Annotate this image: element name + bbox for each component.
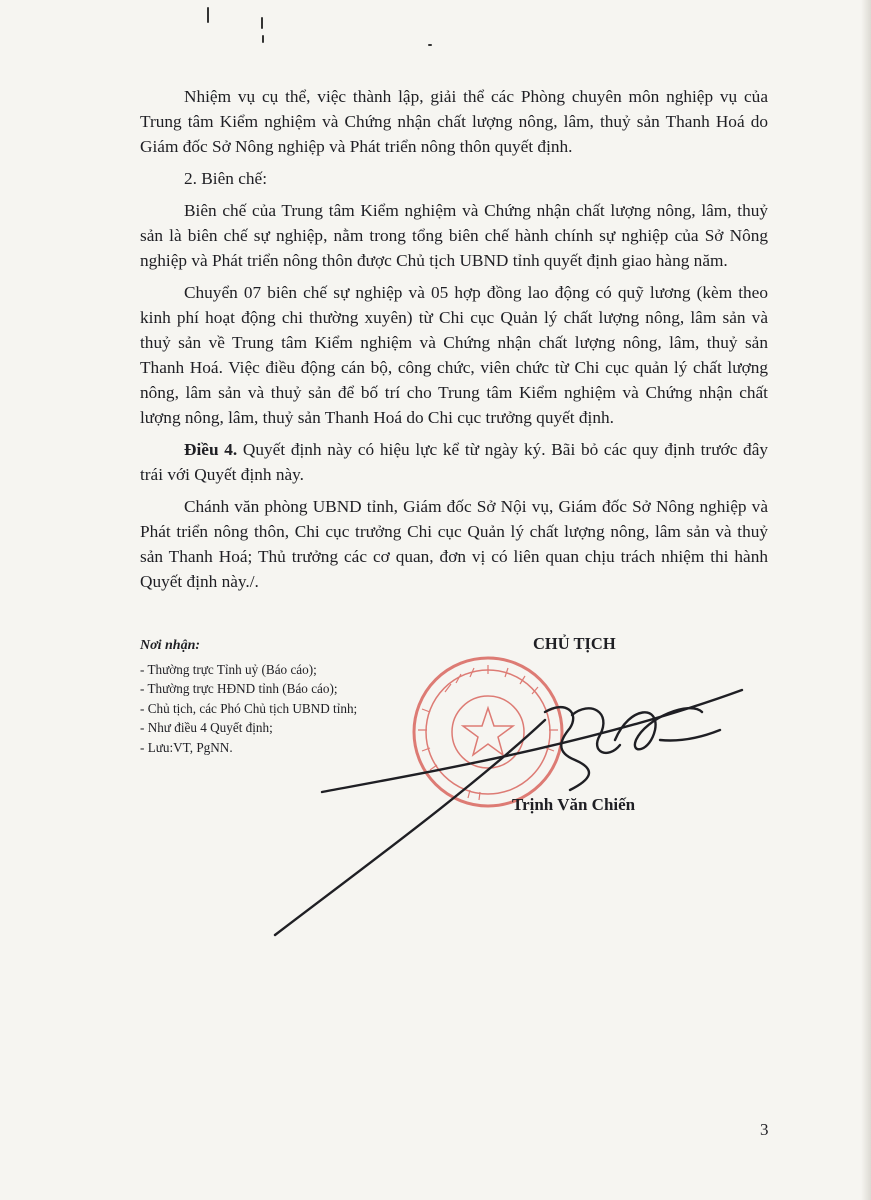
paragraph-staffing: Biên chế của Trung tâm Kiểm nghiệm và Chứng nhận chất lượng nông, lâm, thuỷ sản là biên chế sự nghiệp, nằm trong tổng biên chế hành chính sự nghiệp của Sở Nông nghiệp và Phát triển nông thôn được Chủ tịch UBND tỉnh quyết định giao hàng năm.	[140, 201, 768, 270]
paragraph-tasks: Nhiệm vụ cụ thể, việc thành lập, giải thể các Phòng chuyên môn nghiệp vụ của Trung tâm Kiểm nghiệm và Chứng nhận chất lượng nông, lâm, thuỷ sản Thanh Hoá do Giám đốc Sở Nông nghiệp và Phát triển nông thôn quyết định.	[140, 87, 768, 156]
recipient-item: - Lưu:VT, PgNN.	[140, 739, 233, 755]
paper-marks	[208, 8, 431, 45]
recipient-item: - Chủ tịch, các Phó Chủ tịch UBND tỉnh;	[140, 700, 358, 716]
section-staffing-heading: 2. Biên chế:	[184, 169, 268, 188]
article-4-text: Quyết định này có hiệu lực kể từ ngày ký. Bãi bỏ các quy định trước đây trái với Quyết định này.	[140, 440, 769, 484]
paragraph-transfer: Chuyển 07 biên chế sự nghiệp và 05 hợp đồng lao động có quỹ lương (kèm theo kinh phí hoạt động chi thường xuyên) từ Chi cục Quản lý chất lượng nông, lâm sản và thuỷ sản về Trung tâm Kiểm nghiệm và Chứng nhận chất lượng nông, lâm, thuỷ sản Thanh Hoá. Việc điều động cán bộ, công chức, viên chức từ Chi cục quản lý chất lượng nông, lâm sản và thuỷ sản để bố trí cho Trung tâm Kiểm nghiệm và Chứng nhận chất lượng nông, lâm, thuỷ sản Thanh Hoá do Chi cục trưởng quyết định.	[140, 283, 768, 427]
recipient-item: - Như điều 4 Quyết định;	[140, 720, 273, 735]
page-number: 3	[760, 1120, 769, 1139]
recipients-title: Nơi nhận:	[140, 638, 201, 653]
signer-name: Trịnh Văn Chiến	[512, 795, 636, 814]
signer-title: CHỦ TỊCH	[533, 634, 616, 653]
official-seal-icon	[414, 658, 562, 806]
article-4-label: Điều 4.	[184, 440, 238, 459]
paragraph-closing: Chánh văn phòng UBND tỉnh, Giám đốc Sở Nội vụ, Giám đốc Sở Nông nghiệp và Phát triển nông thôn, Chi cục trưởng Chi cục Quản lý chất lượng nông, lâm sản và thuỷ sản Thanh Hoá; Thủ trưởng các cơ quan, đơn vị có liên quan chịu trách nhiệm thi hành Quyết định này./.	[140, 497, 768, 591]
recipient-item: - Thường trực HĐND tỉnh (Báo cáo);	[140, 681, 338, 696]
recipient-item: - Thường trực Tỉnh uỷ (Báo cáo);	[140, 661, 317, 677]
